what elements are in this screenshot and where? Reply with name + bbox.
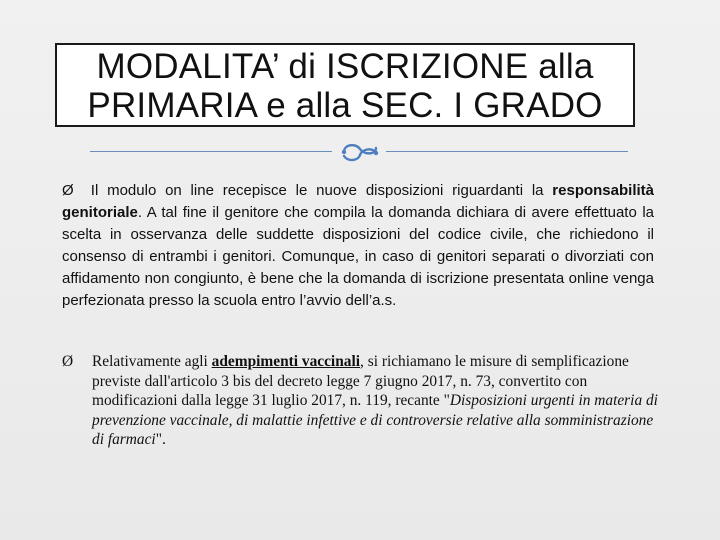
arrow-bullet-icon: Ø [62, 353, 74, 370]
divider-left [90, 151, 332, 152]
title-line-1: MODALITA’ di ISCRIZIONE alla [96, 47, 594, 86]
paragraph1-rest: . A tal fine il genitore che compila la domanda dichiara di avere effettuato la scelta in osservanza delle suddette disposizioni del codice civile, che richiedono il consenso di entrambi i genitori. Comunque, in caso di genitori separati o divorziati con affidamento non congiunto, è bene che la domanda di iscrizione presentata online venga perfezionata presso la scuola entro l’avvio dell’a.s. [62, 204, 654, 309]
paragraph2-end: ". [155, 431, 166, 448]
divider-right [386, 151, 628, 152]
paragraph1-bold-term: responsabilità genitoriale [62, 182, 654, 221]
paragraph2-italic-title: Disposizioni urgenti in materia di prevenzione vaccinale, di malattie infettive e di controversie relative alla somministrazione di farmaci [92, 392, 658, 448]
scroll-flourish-icon [338, 139, 382, 165]
paragraph2-middle: , si richiamano le misure di semplificazione previste dall'articolo 3 bis del decreto legge 7 giugno 2017, n. 73, convertito con modificazioni dalla legge 31 luglio 2017, n. 119, recante " [92, 353, 629, 409]
title-line-2: PRIMARIA e alla SEC. I GRADO [87, 86, 603, 125]
paragraph2-bold-term: adempimenti vaccinali [211, 353, 361, 370]
paragraph2-intro: Relativamente agli [92, 353, 212, 370]
title-box [55, 43, 635, 127]
paragraph2-body [62, 352, 662, 450]
paragraph1-intro: Il modulo on line recepisce le nuove disposizioni riguardanti la [90, 182, 544, 199]
paragraph-responsabilita [62, 180, 654, 312]
arrow-bullet-icon: Ø [62, 182, 74, 199]
paragraph-vaccini [62, 352, 662, 450]
